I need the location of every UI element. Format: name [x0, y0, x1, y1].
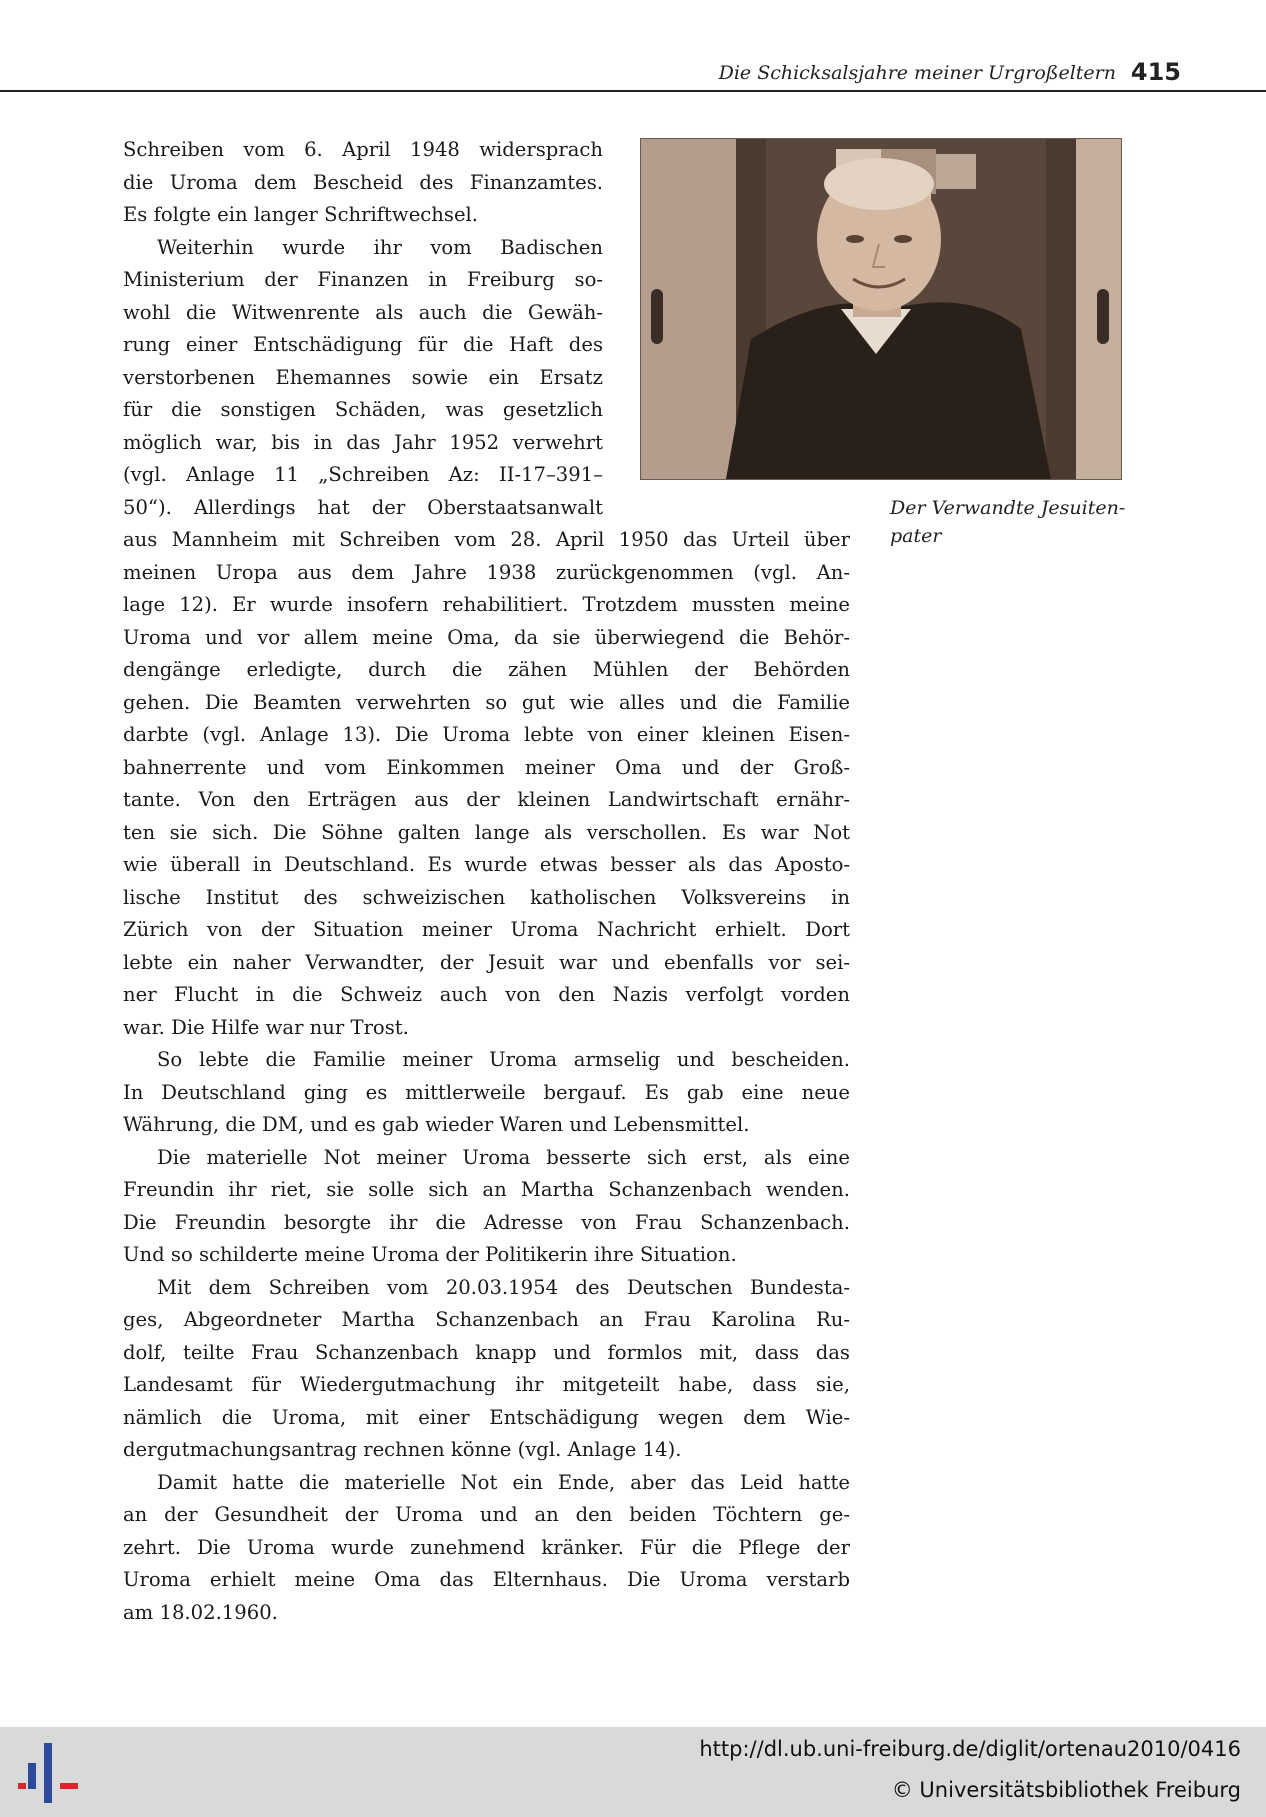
text-line: Zürich von der Situation meiner Uroma Nachricht erhielt. Dort [123, 918, 850, 941]
text-line: wie überall in Deutschland. Es wurde etwas besser als das Aposto- [123, 853, 850, 876]
text-line: ten sie sich. Die Söhne galten lange als verschollen. Es war Not [123, 820, 850, 844]
text-line: darbte (vgl. Anlage 13). Die Uroma lebte von einer kleinen Eisen- [123, 723, 850, 746]
running-title: Die Schicksalsjahre meiner Urgroßeltern [718, 62, 1116, 84]
text-line: aus Mannheim mit Schreiben vom 28. April 1950 das Urteil über [123, 528, 850, 551]
text-line: Mit dem Schreiben vom 20.03.1954 des Deutschen Bundesta- [157, 1275, 850, 1299]
text-line: In Deutschland ging es mittlerweile bergauf. Es gab eine neue [123, 1080, 850, 1104]
text-line: möglich war, bis in das Jahr 1952 verwehrt [123, 430, 603, 454]
text-line: So lebte die Familie meiner Uroma armselig und bescheiden. [157, 1048, 850, 1071]
text-line: (vgl. Anlage 11 „Schreiben Az: II-17–391– [123, 463, 603, 486]
figure-caption [890, 494, 1130, 550]
text-line: ges, Abgeordneter Martha Schanzenbach an Frau Karolina Ru- [123, 1308, 850, 1331]
text-line: Ministerium der Finanzen in Freiburg so- [123, 268, 603, 291]
text-line: für die sonstigen Schäden, was gesetzlich [123, 398, 603, 421]
footer-copyright: © Universitätsbibliothek Freiburg [891, 1778, 1241, 1802]
ub-freiburg-logo [16, 1741, 80, 1805]
text-line: nämlich die Uroma, mit einer Entschädigung wegen dem Wie- [123, 1405, 850, 1429]
text-line: Landesamt für Wiedergutmachung ihr mitgeteilt habe, dass sie, [123, 1373, 850, 1396]
text-line: Währung, die DM, und es gab wieder Waren und Lebensmittel. [123, 1113, 750, 1136]
text-line: lage 12). Er wurde insofern rehabilitiert. Trotzdem mussten meine [123, 593, 850, 616]
page-number: 415 [1130, 58, 1181, 86]
text-line: dolf, teilte Frau Schanzenbach knapp und formlos mit, dass das [123, 1340, 850, 1364]
text-line: lebte ein naher Verwandter, der Jesuit war und ebenfalls vor sei- [123, 950, 850, 974]
text-line: verstorbenen Ehemannes sowie ein Ersatz [123, 365, 603, 389]
text-line: Schreiben vom 6. April 1948 widersprach [123, 138, 603, 161]
text-line: die Uroma dem Bescheid des Finanzamtes. [123, 170, 603, 194]
body-text-wide [123, 524, 850, 1629]
text-line: lische Institut des schweizischen katholischen Volksvereins in [123, 885, 850, 909]
text-line: an der Gesundheit der Uroma und an den beiden Töchtern ge- [123, 1503, 850, 1526]
text-line: 50“). Allerdings hat der Oberstaatsanwalt [123, 495, 603, 519]
text-line: gehen. Die Beamten verwehrten so gut wie alles und die Familie [123, 690, 850, 714]
jesuit-priest-photo [640, 138, 1122, 480]
text-line: Uroma und vor allem meine Oma, da sie überwiegend die Behör- [123, 625, 850, 649]
text-line: Es folgte ein langer Schriftwechsel. [123, 203, 479, 226]
text-line: dengänge erledigte, durch die zähen Mühlen der Behörden [123, 658, 850, 681]
body-text-narrow [123, 134, 603, 524]
text-line: war. Die Hilfe war nur Trost. [123, 1015, 409, 1039]
text-line: am 18.02.1960. [123, 1600, 278, 1624]
caption-line: pater [890, 525, 942, 547]
text-line: dergutmachungsantrag rechnen könne (vgl. Anlage 14). [123, 1438, 682, 1461]
text-line: meinen Uropa aus dem Jahre 1938 zurückgenommen (vgl. An- [123, 560, 850, 584]
text-line: Und so schilderte meine Uroma der Politikerin ihre Situation. [123, 1243, 737, 1266]
text-line: Weiterhin wurde ihr vom Badischen [157, 235, 603, 259]
text-line: tante. Von den Erträgen aus der kleinen Landwirtschaft ernähr- [123, 788, 850, 811]
text-line: ner Flucht in die Schweiz auch von den Nazis verfolgt vorden [123, 983, 850, 1006]
text-line: Uroma erhielt meine Oma das Elternhaus. Die Uroma verstarb [123, 1568, 850, 1591]
text-line: Die materielle Not meiner Uroma besserte sich erst, als eine [157, 1145, 850, 1169]
caption-line: Der Verwandte Jesuiten- [890, 497, 1126, 519]
text-line: Damit hatte die materielle Not ein Ende, aber das Leid hatte [157, 1470, 850, 1494]
text-line: zehrt. Die Uroma wurde zunehmend kränker. Für die Pflege der [123, 1535, 850, 1559]
text-line: rung einer Entschädigung für die Haft des [123, 333, 603, 356]
footer-url[interactable]: http://dl.ub.uni-freiburg.de/diglit/ortenau2010/0416 [699, 1737, 1241, 1761]
text-line: wohl die Witwenrente als auch die Gewäh- [123, 300, 603, 324]
text-line: Freundin ihr riet, sie solle sich an Martha Schanzenbach wenden. [123, 1178, 850, 1201]
text-line: Die Freundin besorgte ihr die Adresse von Frau Schanzenbach. [123, 1210, 850, 1234]
text-line: bahnerrente und vom Einkommen meiner Oma und der Groß- [123, 755, 850, 779]
header-rule [0, 90, 1266, 92]
